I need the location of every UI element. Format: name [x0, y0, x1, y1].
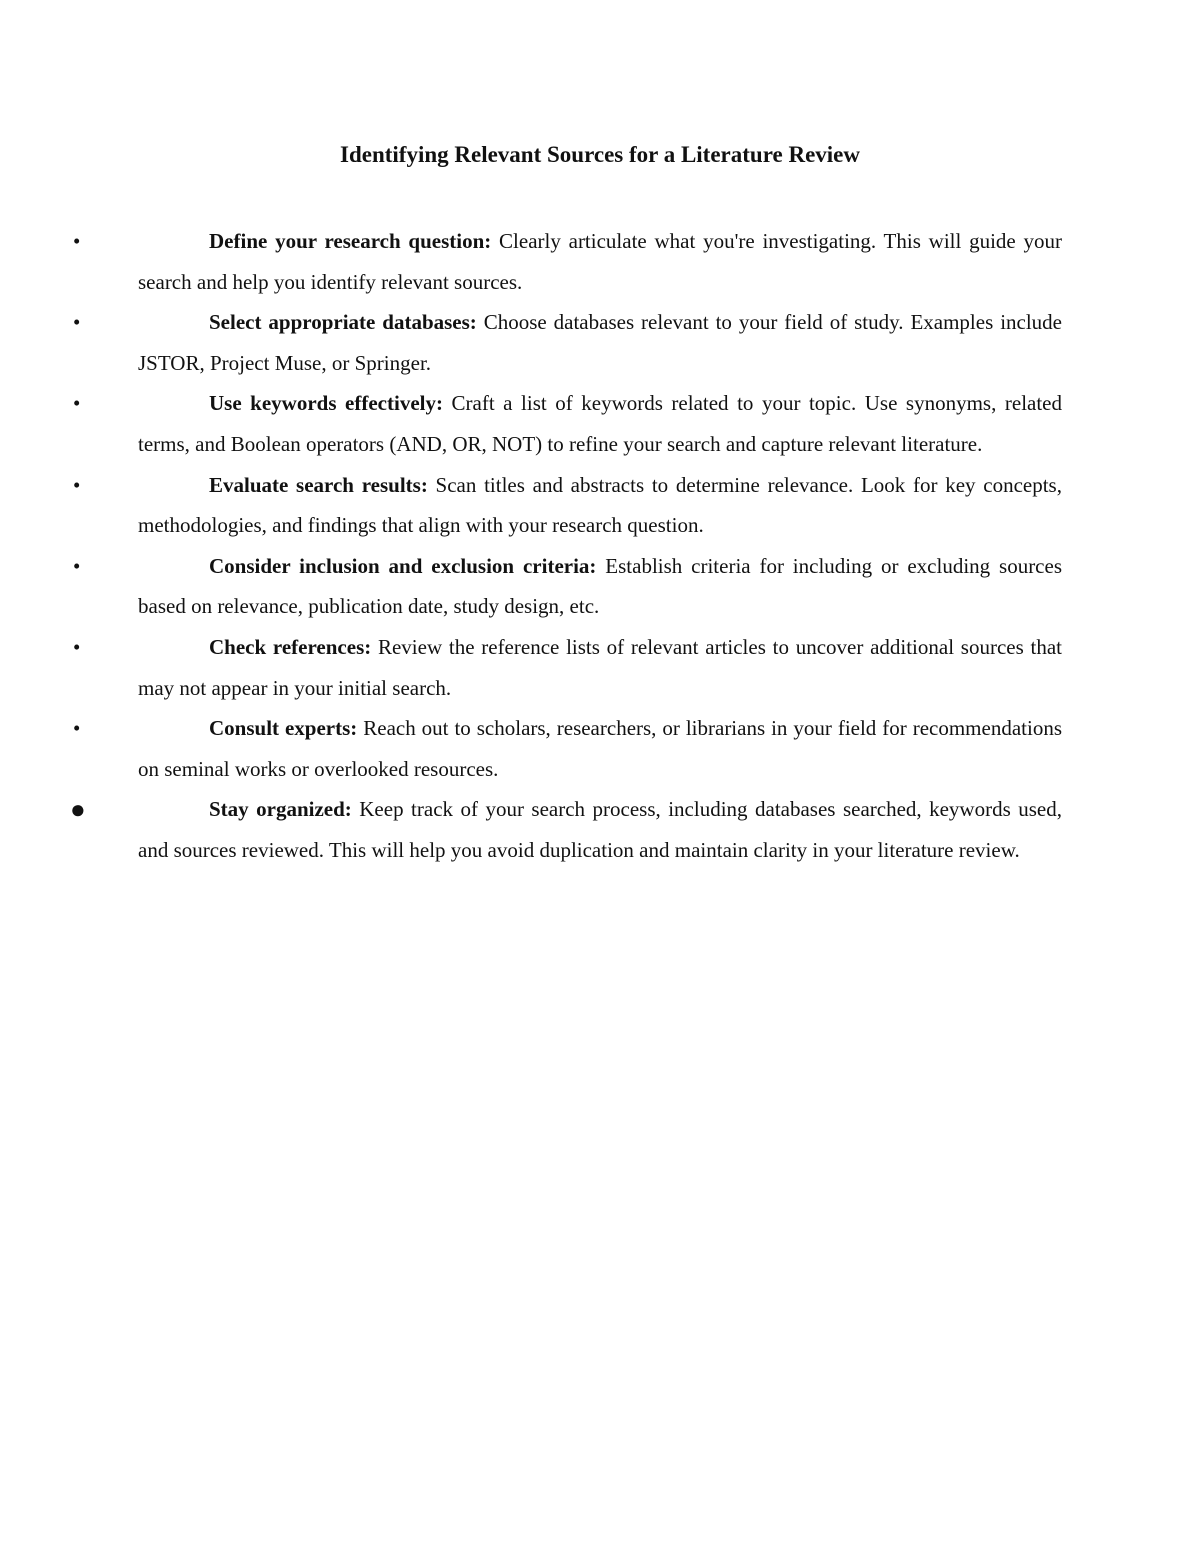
item-text: Craft a list of keywords related to your topic. Use synonyms, related terms, and Boolean operators (AND, OR, NOT) to refine your search and capture relevant literature. [138, 391, 1063, 456]
bullet-icon: • [73, 229, 81, 253]
item-text: Establish criteria for including or excluding sources based on relevance, publication date, study design, etc. [138, 553, 1062, 619]
item-text: Reach out to scholars, researchers, or librarians in your field for recommendations on seminal works or overlooked resources. [138, 716, 1062, 781]
item-text: Keep track of your search process, including databases searched, keywords used, and sources reviewed. This will help you avoid duplication and maintain clarity in your literature review. [138, 797, 1062, 862]
page-title: Identifying Relevant Sources for a Literature Review [340, 142, 860, 167]
list-item [70, 789, 1062, 870]
list-item [73, 302, 1062, 383]
item-text: Choose databases relevant to your field of study. Examples include JSTOR, Project Muse, or Springer. [138, 310, 1062, 375]
item-text: Review the reference lists of relevant articles to uncover additional sources that may not appear in your initial search. [138, 634, 1062, 700]
list-item [73, 708, 1062, 789]
bullet-icon: • [73, 391, 81, 416]
tips-list [70, 221, 1063, 871]
list-item [73, 383, 1063, 464]
item-text: Scan titles and abstracts to determine relevance. Look for key concepts, methodologies, and findings that align with your research question. [138, 472, 1062, 538]
item-label: Use keywords effectively: [209, 391, 443, 416]
item-label: Select appropriate databases: [209, 310, 477, 335]
bullet-icon: • [73, 310, 81, 335]
bullet-icon: • [73, 716, 81, 741]
bullet-icon: • [73, 472, 81, 497]
list-item [73, 221, 1063, 302]
list-item [73, 465, 1062, 546]
item-label: Consult experts: [209, 716, 358, 741]
item-label: Define your research question: [209, 229, 492, 253]
item-label: Check references: [209, 634, 372, 659]
item-label: Stay organized: [209, 797, 352, 822]
list-item [73, 627, 1062, 708]
item-label: Evaluate search results: [209, 472, 428, 497]
item-label: Consider inclusion and exclusion criteria: [209, 553, 597, 578]
list-item [73, 546, 1062, 627]
bullet-icon: • [73, 553, 81, 578]
bullet-icon: ● [70, 795, 86, 825]
bullet-icon: • [73, 634, 81, 659]
item-text: Clearly articulate what you're investigating. This will guide your search and help you identify relevant sources. [138, 229, 1063, 294]
